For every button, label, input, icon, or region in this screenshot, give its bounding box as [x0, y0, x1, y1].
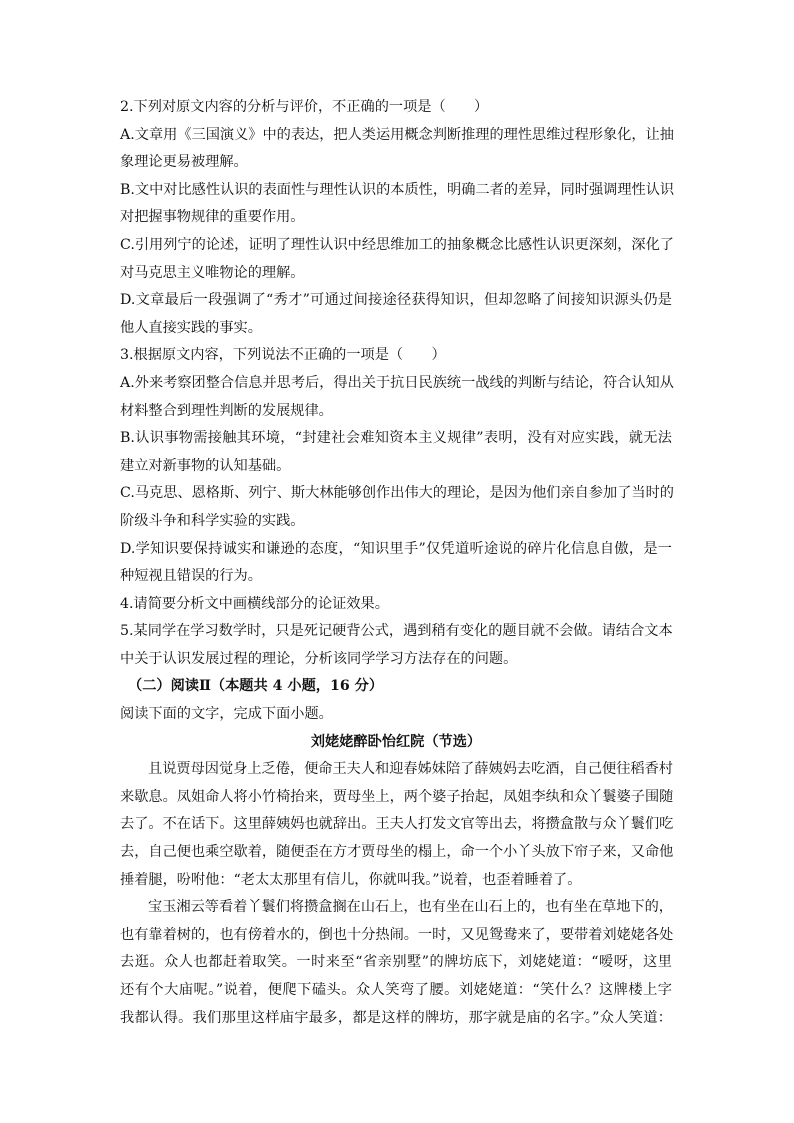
passage-p2-line4: 还有个大庙呢。”说着，便爬下磕头。众人笑弯了腰。刘姥姥道：“笑什么？这牌楼上字 [120, 982, 672, 998]
q2-option-d-line2: 他人直接实践的事实。 [120, 319, 262, 336]
q2-option-c-line1: C.引用列宁的论述，证明了理性认识中经思维加工的抽象概念比感性认识更深刻，深化了 [120, 236, 674, 253]
passage-p1-line2: 来歇息。凤姐命人将小竹椅抬来，贾母坐上，两个婆子抬起，凤姐李纨和众丫鬟婆子围随 [120, 788, 674, 805]
passage-p2-line2: 也有靠着树的，也有傍着水的，倒也十分热闹。一时，又见鸳鸯来了，要带着刘姥姥各处 [120, 926, 674, 943]
section-heading: （二）阅读Ⅱ（本题共 4 小题，16 分） [128, 678, 384, 695]
passage-p1-line1: 且说贾母因觉身上乏倦，便命王夫人和迎春姊妹陪了薛姨妈去吃酒，自己便往稻香村 [148, 761, 673, 778]
q3-option-c-line1: C.马克思、恩格斯、列宁、斯大林能够创作出伟大的理论，是因为他们亲自参加了当时的 [120, 485, 674, 502]
passage-p1-line3: 去了。不在话下。这里薛姨妈也就辞出。王夫人打发文官等出去，将攒盒散与众丫鬟们吃 [120, 816, 674, 833]
q3-option-d-line1: D.学知识要保持诚实和谦逊的态度，“知识里手”仅凭道听途说的碎片化信息自傲，是一 [120, 540, 672, 557]
q3-stem: 3.根据原文内容，下列说法不正确的一项是（ ） [120, 347, 446, 364]
q3-option-a-line1: A.外来考察团整合信息并思考后，得出关于抗日民族统一战线的判断与结论，符合认知从 [120, 374, 674, 391]
q5-stem-line1: 5.某同学在学习数学时，只是死记硬背公式，遇到稍有变化的题目就不会做。请结合文本 [120, 623, 673, 640]
passage-p1-line4: 去，自己便也乘空歇着，随便歪在方才贾母坐的榻上，命一个小丫头放下帘子来，又命他 [120, 844, 674, 861]
passage-p1-line5: 捶着腿，吩咐他：“老太太那里有信儿，你就叫我。”说着，也歪着睡着了。 [120, 871, 582, 888]
section-instruction: 阅读下面的文字，完成下面小题。 [120, 706, 333, 723]
q2-option-b-line1: B.文中对比感性认识的表面性与理性认识的本质性，明确二者的差异，同时强调理性认识 [120, 181, 675, 198]
passage-p2-line3: 去逛。众人也都赶着取笑。一时来至“省亲别墅”的牌坊底下，刘姥姥道：“嗳呀，这里 [120, 954, 672, 971]
q2-option-d-line1: D.文章最后一段强调了“秀才”可通过间接途径获得知识，但却忽略了间接知识源头仍是 [120, 292, 672, 309]
q2-option-a-line2: 象理论更易被理解。 [120, 154, 248, 171]
q5-stem-line2: 中关于认识发展过程的理论，分析该同学学习方法存在的问题。 [120, 650, 518, 667]
passage-p2-line5: 我都认得。我们那里这样庙宇最多，都是这样的牌坊，那字就是庙的名字。”众人笑道： [120, 1009, 672, 1026]
q2-option-b-line2: 对把握事物规律的重要作用。 [120, 209, 305, 226]
q2-option-c-line2: 对马克思主义唯物论的理解。 [120, 264, 305, 281]
q2-option-a-line1: A.文章用《三国演义》中的表达，把人类运用概念判断推理的理性思维过程形象化，让抽 [120, 126, 674, 143]
q3-option-b-line2: 建立对新事物的认知基础。 [120, 457, 291, 474]
q2-stem: 2.下列对原文内容的分析与评价，不正确的一项是（ ） [120, 99, 489, 115]
q3-option-b-line1: B.认识事物需接触其环境，“封建社会难知资本主义规律”表明，没有对应实践，就无法 [120, 430, 672, 447]
passage-p2-line1: 宝玉湘云等看着丫鬟们将攒盒搁在山石上，也有坐在山石上的，也有坐在草地下的， [148, 899, 673, 916]
q3-option-d-line2: 种短视且错误的行为。 [120, 568, 262, 585]
q4-stem: 4.请简要分析文中画横线部分的论证效果。 [120, 595, 389, 612]
passage-title: 刘姥姥醉卧怡红院（节选） [310, 733, 482, 750]
q3-option-a-line2: 材料整合到理性判断的发展规律。 [120, 402, 333, 419]
q3-option-c-line2: 阶级斗争和科学实验的实践。 [120, 512, 305, 529]
document-content [120, 94, 675, 1032]
